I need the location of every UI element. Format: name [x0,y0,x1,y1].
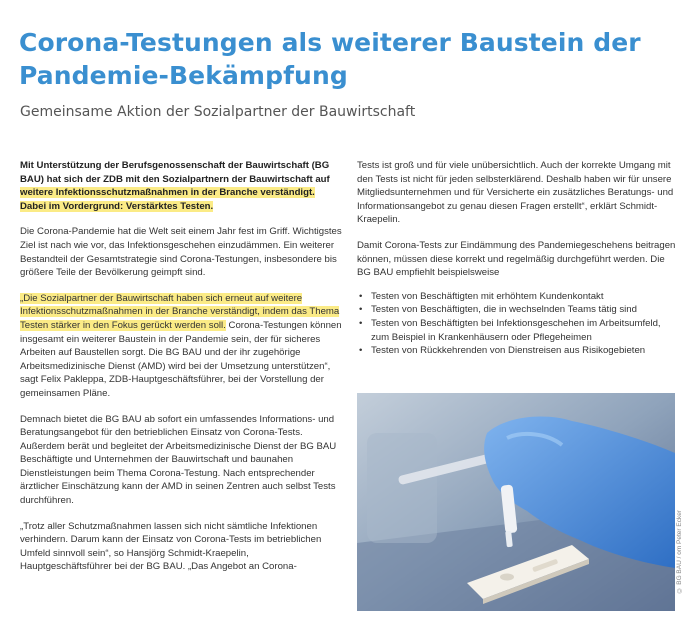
recommendation-list [357,290,679,358]
article-subtitle: Gemeinsame Aktion der Sozialpartner der Bauwirtschaft [20,104,416,120]
list-item: • Testen von Rückkehrenden von Dienstreisen aus Risikogebieten [357,344,679,358]
quote-rest: Corona-Testungen können insgesamt ein weiterer Baustein in der Pandemie sein, der für sicheres Arbeiten auf Baustellen sorgt. Die BG BAU und der ihr zugehörige Arbeitsmedizinische Dienst (AMD) wird bei der Umsetzung unterstützen“, sagt Felix Pakleppa, ZDB-Hauptgeschäftsführer, bei der Vorstellung der gemeinsamen Pläne. [20,319,342,399]
article-photo [357,393,675,611]
paragraph-continued: Tests ist groß und für viele unübersichtlich. Auch der korrekte Umgang mit den Tests ist nicht für jeden selbsterklärend. Deshalb haben wir für unsere Mitgliedsunternehmen und für Versicherte ein zusätzliches Beratungs- und Informationsangebot zu genau diesen Fragen erstellt“, erklärt Schmidt-Kraepelin. [357,160,674,226]
list-item: • Testen von Beschäftigten, die in wechselnden Teams tätig sind [357,303,679,317]
article-title: Corona-Testungen als weiterer Baustein der Pandemie-Bekämpfung [19,28,641,90]
lead-highlight: weitere Infektionsschutzmaßnahmen in der Branche verständigt. Dabei im Vordergrund: Verstärktes Testen. [20,187,315,212]
paragraph-intro: Die Corona-Pandemie hat die Welt seit einem Jahr fest im Griff. Wichtigstes Ziel ist nach wie vor, das Infektionsgeschehen einzudämmen. Ein weiterer Bestandteil der Gesamtstrategie sind Corona-Testungen, insbesondere bis größere Teile der Bevölkerung geimpft sind. [20,226,342,279]
paragraph-statement: „Trotz aller Schutzmaßnahmen lassen sich nicht sämtliche Infektionen verhindern. Darum kann der Einsatz von Corona-Tests im betrieblichen Umfeld sinnvoll sein“, so Hansjörg Schmidt-Kraepelin, Hauptgeschäftsführer bei der BG BAU. „Das Angebot an Corona- [20,520,322,573]
list-item: • Testen von Beschäftigten mit erhöhtem Kundenkontakt [357,290,679,304]
left-column [20,159,342,586]
quote-highlight: „Die Sozialpartner der Bauwirtschaft haben sich erneut auf weitere Infektionsschutzmaßnahmen in der Branche verständigt, indem das Thema Testen stärker in den Fokus gerückt werden soll. [20,292,340,331]
right-column [357,159,679,358]
list-item: • Testen von Beschäftigten bei Infektionsgeschehen im Arbeitsumfeld, zum Beispiel in Krankenhäusern oder Pflegeheimen [357,317,679,344]
lead-paragraph [20,159,342,213]
photo-credit: © BG BAU / om Peter Ecker [676,510,683,594]
paragraph-recommendation: Damit Corona-Tests zur Eindämmung des Pandemiegeschehens beitragen können, müssen diese korrekt und regelmäßig durchgeführt werden. Die BG BAU empfiehlt beispielsweise [357,239,676,279]
paragraph-quote [20,292,342,401]
paragraph-offer: Demnach bietet die BG BAU ab sofort ein umfassendes Informations- und Beratungsangebot für den betrieblichen Einsatz von Corona-Tests. Außerdem berät und begleitet der Arbeitsmedizinische Dienst der BG BAU Beschäftigte und Unternehmen der Bauwirtschaft und baunahen Dienstleistungen beim Thema Corona-Testung. Nach entsprechender ärztlicher Einschätzung kann der AMD in seinen Zentren auch selbst Tests durchführen. [20,413,337,507]
lead-text: Mit Unterstützung der Berufsgenossenschaft der Bauwirtschaft (BG BAU) hat sich der ZDB mit den Sozialpartnern der Bauwirtschaft auf [20,160,330,185]
gloved-hand-test-cassette-icon [357,393,675,611]
